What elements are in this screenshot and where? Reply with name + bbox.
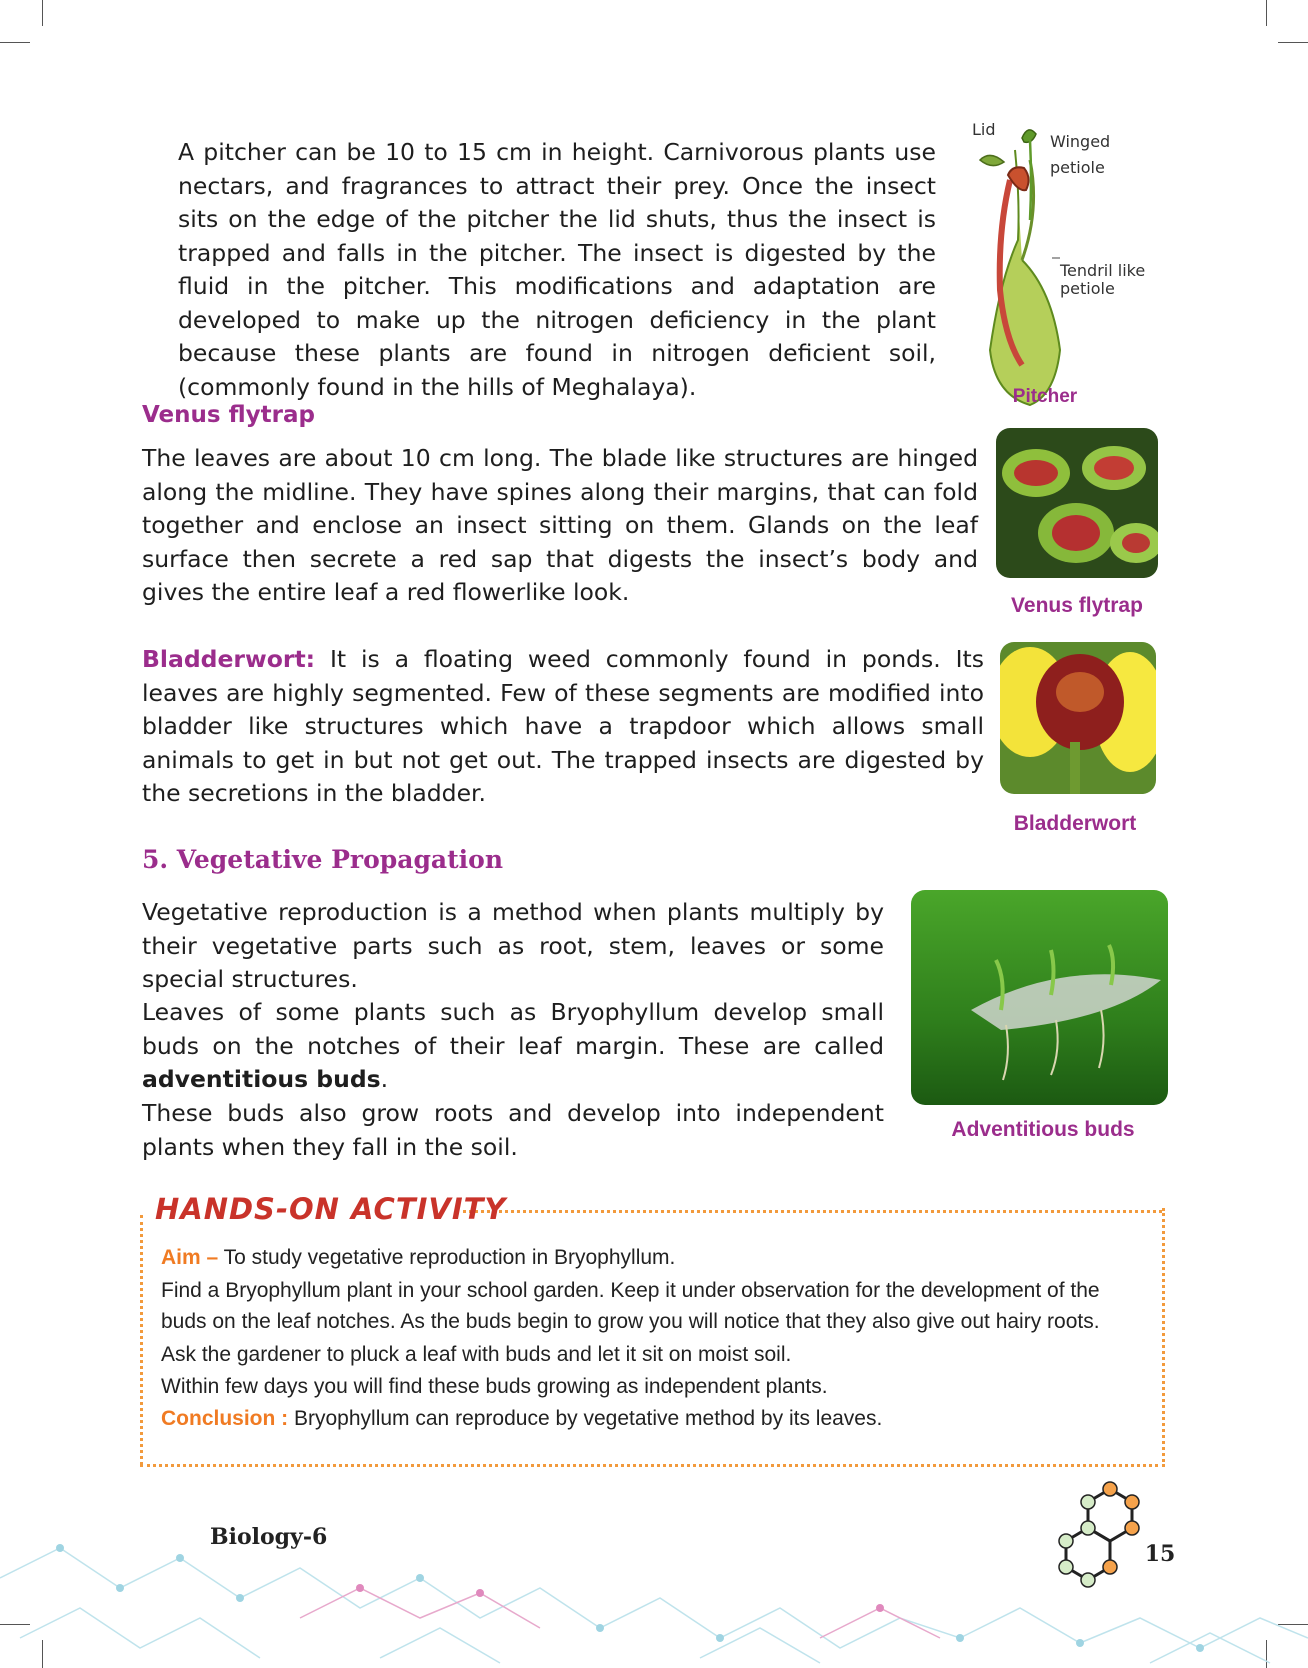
footer-molecule-decoration <box>0 1468 1308 1668</box>
book-title: Biology-6 <box>210 1524 328 1550</box>
venus-flytrap-paragraph: The leaves are about 10 cm long. The blade like structures are hinged along the midline. They have spines along their margins, that can fold together and enclose an insect sitting on them. Glands on the leaf surface then secrete a red sap that digests the insect’s body and gives the entire leaf a red flowerlike look. <box>142 444 978 606</box>
crop-mark <box>0 42 30 43</box>
activity-conclusion <box>161 1406 882 1432</box>
conclusion-text: Bryophyllum can reproduce by vegetative method by its leaves. <box>288 1407 883 1430</box>
adventitious-buds-term: adventitious buds <box>142 1065 381 1093</box>
activity-line-2: buds on the leaf notches. As the buds begin to grow you will notice that they also give out hairy roots. <box>161 1310 1100 1333</box>
adventitious-buds-image <box>911 890 1168 1105</box>
adventitious-buds-caption: Adventitious buds <box>951 1118 1135 1141</box>
aim-text: To study vegetative reproduction in Bryophyllum. <box>218 1246 676 1269</box>
activity-aim <box>161 1245 675 1271</box>
bladderwort-paragraph <box>142 643 984 811</box>
crop-mark <box>1278 42 1308 43</box>
vegetative-paragraph-3: These buds also grow roots and develop into independent plants when they fall in the soil. <box>142 1099 884 1161</box>
crop-mark <box>1266 0 1267 26</box>
conclusion-label: Conclusion : <box>161 1407 289 1430</box>
pitcher-diagram <box>960 120 1160 420</box>
activity-line-4: Within few days you will find these buds growing as independent plants. <box>161 1375 828 1398</box>
aim-label: Aim – <box>161 1246 219 1269</box>
pitcher-caption: Pitcher <box>1012 386 1078 407</box>
label-winged-petiole-line1: Winged <box>1050 132 1111 151</box>
vegetative-paragraph-1: Vegetative reproduction is a method when plants multiply by their vegetative parts such as root, stem, leaves or some special structures. <box>142 898 884 993</box>
bladderwort-photo <box>1000 642 1156 794</box>
label-lid: Lid <box>972 120 996 139</box>
activity-line-3: Ask the gardener to pluck a leaf with buds and let it sit on moist soil. <box>161 1343 792 1366</box>
label-tendril-line2: petiole <box>1060 279 1115 298</box>
vegetative-paragraph-2 <box>142 996 884 1097</box>
crop-mark <box>42 0 43 26</box>
venus-flytrap-image <box>996 428 1158 578</box>
vegetative-paragraph-2-text: Leaves of some plants such as Bryophyllum develop small buds on the notches of their leaf margin. These are called <box>142 998 884 1060</box>
adventitious-buds-photo <box>911 890 1168 1105</box>
bladderwort-image <box>1000 642 1156 794</box>
venus-flytrap-heading: Venus flytrap <box>142 402 315 428</box>
label-winged-petiole-line2: petiole <box>1050 158 1105 177</box>
activity-title: HANDS-ON ACTIVITY <box>155 1192 507 1226</box>
pitcher-paragraph: A pitcher can be 10 to 15 cm in height. Carnivorous plants use nectars, and fragrances to attract their prey. Once the insect sits on the edge of the pitcher the lid shuts, thus the insect is trapped and falls in the pitcher. The insect is digested by the fluid in the pitcher. This modifications and adaptation are developed to make up the nitrogen deficiency in the plant because these plants are found in nitrogen deficient soil, (commonly found in the hills of Meghalaya). <box>178 138 936 401</box>
label-tendril-line1: Tendril like <box>1060 261 1146 280</box>
bladderwort-text: It is a floating weed commonly found in ponds. Its leaves are highly segmented. Few of these segments are modified into bladder like structures which have a trapdoor which allows small animals to get in but not get out. The trapped insects are digested by the secretions in the bladder. <box>142 645 984 807</box>
vegetative-paragraph-2-end: . <box>380 1065 389 1093</box>
bladderwort-caption: Bladderwort <box>1013 812 1137 835</box>
venus-flytrap-caption: Venus flytrap <box>1011 594 1143 617</box>
venus-flytrap-photo <box>996 428 1158 578</box>
vegetative-propagation-heading: 5. Vegetative Propagation <box>142 845 504 874</box>
bladderwort-heading: Bladderwort: <box>142 645 316 673</box>
page-number: 15 <box>1144 1541 1176 1567</box>
activity-line-1: Find a Bryophyllum plant in your school garden. Keep it under observation for the development of the <box>161 1279 1100 1302</box>
